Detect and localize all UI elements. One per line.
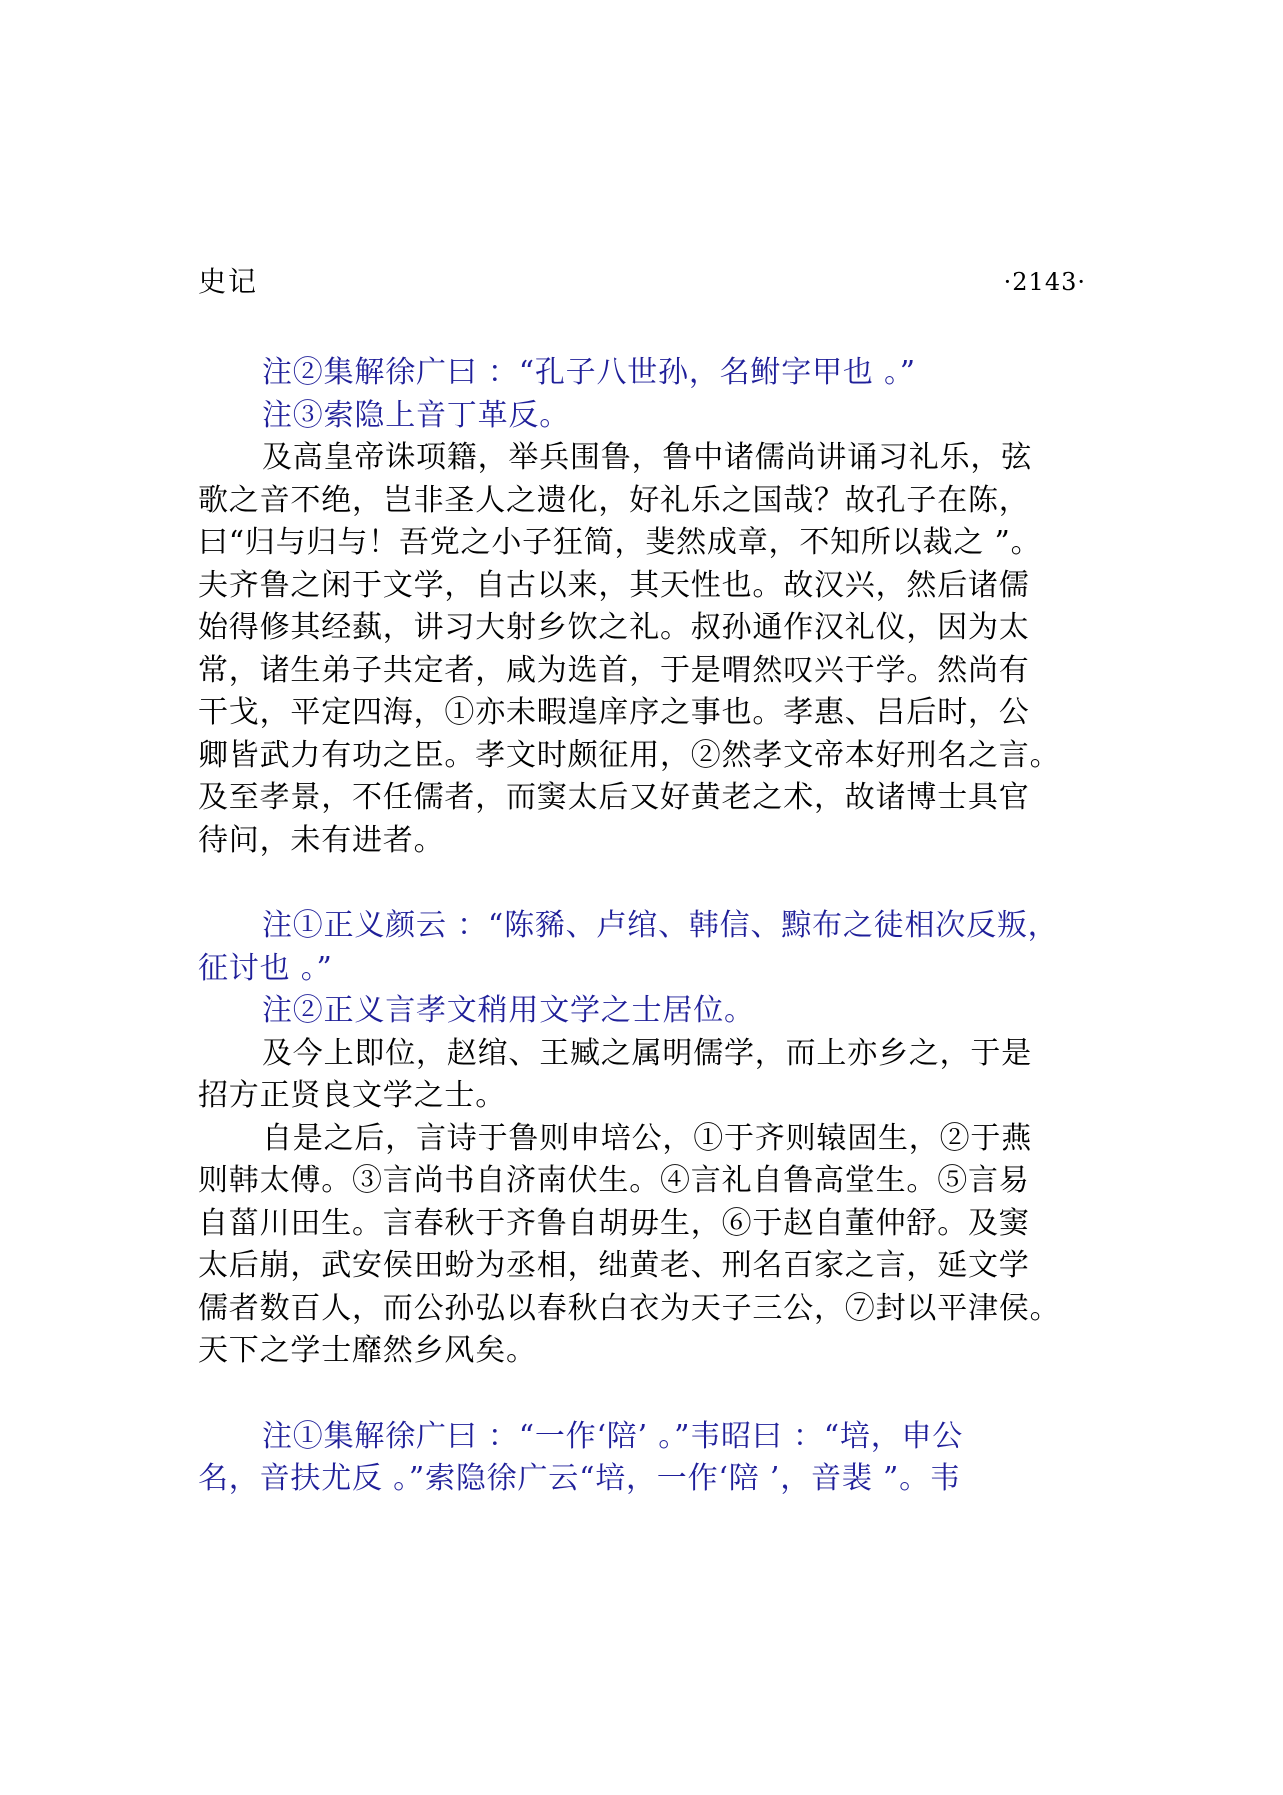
text-line: 始得修其经蓺，讲习大射乡饮之礼。叔孙通作汉礼仪，因为太 [198, 610, 1030, 645]
text-line: 儒者数百人，而公孙弘以春秋白衣为天子三公，⑦封以平津侯。 [198, 1290, 1061, 1326]
annotation-note [198, 352, 1086, 395]
body-paragraph [198, 437, 1086, 862]
note-line: 注①正义颜云 ：“陈豨、卢绾、韩信、黥布之徒相次反叛， [262, 908, 1059, 943]
annotation-note [198, 1416, 1086, 1501]
text-line: 及今上即位，赵绾、王臧之属明儒学，而上亦乡之，于是 [262, 1035, 1032, 1071]
text-line: 自菑川田生。言春秋于齐鲁自胡毋生，⑥于赵自董仲舒。及窦 [198, 1205, 1030, 1241]
text-line: 则韩太傅。③言尚书自济南伏生。④言礼自鲁高堂生。⑤言易 [198, 1163, 1030, 1198]
note-line: 注②集解徐广曰 ：“孔子八世孙，名鲋字甲也 。” [262, 355, 916, 390]
text-line: 及至孝景，不任儒者，而窦太后又好黄老之术，故诸博士具官 [198, 780, 1030, 815]
paragraph-gap [198, 1373, 1086, 1416]
annotation-note [198, 990, 1086, 1033]
annotation-note [198, 905, 1086, 990]
note-line: 征讨也 。” [198, 950, 333, 986]
annotation-note [198, 395, 1086, 438]
note-line: 注①集解徐广曰 ：“一作‘陪’ 。”韦昭曰 ：“培，申公 [262, 1418, 964, 1454]
text-line: 夫齐鲁之闲于文学，自古以来，其天性也。故汉兴，然后诸儒 [198, 567, 1030, 603]
paragraph-gap [198, 862, 1086, 905]
text-line: 自是之后，言诗于鲁则申培公，①于齐则辕固生，②于燕 [262, 1120, 1032, 1156]
text-line: 太后崩，武安侯田蚡为丞相，绌黄老、刑名百家之言，延文学 [198, 1248, 1030, 1283]
text-line: 曰“归与归与！吾党之小子狂简，斐然成章，不知所以裁之 ”。 [198, 525, 1042, 560]
book-title: 史记 [198, 265, 259, 298]
note-line: 注③索隐上音丁革反。 [262, 397, 570, 433]
text-line: 及高皇帝诛项籍，举兵围鲁，鲁中诸儒尚讲诵习礼乐，弦 [262, 440, 1032, 475]
body-paragraph [198, 1118, 1086, 1373]
text-line: 歌之音不绝，岂非圣人之遗化，好礼乐之国哉？故孔子在陈， [198, 482, 1030, 518]
text-line: 招方正贤良文学之士。 [198, 1078, 506, 1113]
text-line: 卿皆武力有功之臣。孝文时颇征用，②然孝文帝本好刑名之言。 [198, 737, 1061, 773]
text-line: 天下之学士靡然乡风矣。 [198, 1333, 537, 1368]
text-line: 干戈，平定四海，①亦未暇遑庠序之事也。孝惠、吕后时，公 [198, 695, 1030, 730]
text-line: 待问，未有进者。 [198, 822, 445, 858]
note-line: 名，音扶尤反 。”索隐徐广云“培，一作‘陪 ’，音裴 ”。韦 [198, 1461, 961, 1496]
page-body [198, 352, 1086, 1501]
text-line: 常，诸生弟子共定者，咸为选首，于是喟然叹兴于学。然尚有 [198, 652, 1030, 688]
page-number: ·2143· [1003, 268, 1086, 296]
note-line: 注②正义言孝文稍用文学之士居位。 [262, 993, 755, 1028]
body-paragraph [198, 1033, 1086, 1118]
page-header [198, 262, 1086, 306]
